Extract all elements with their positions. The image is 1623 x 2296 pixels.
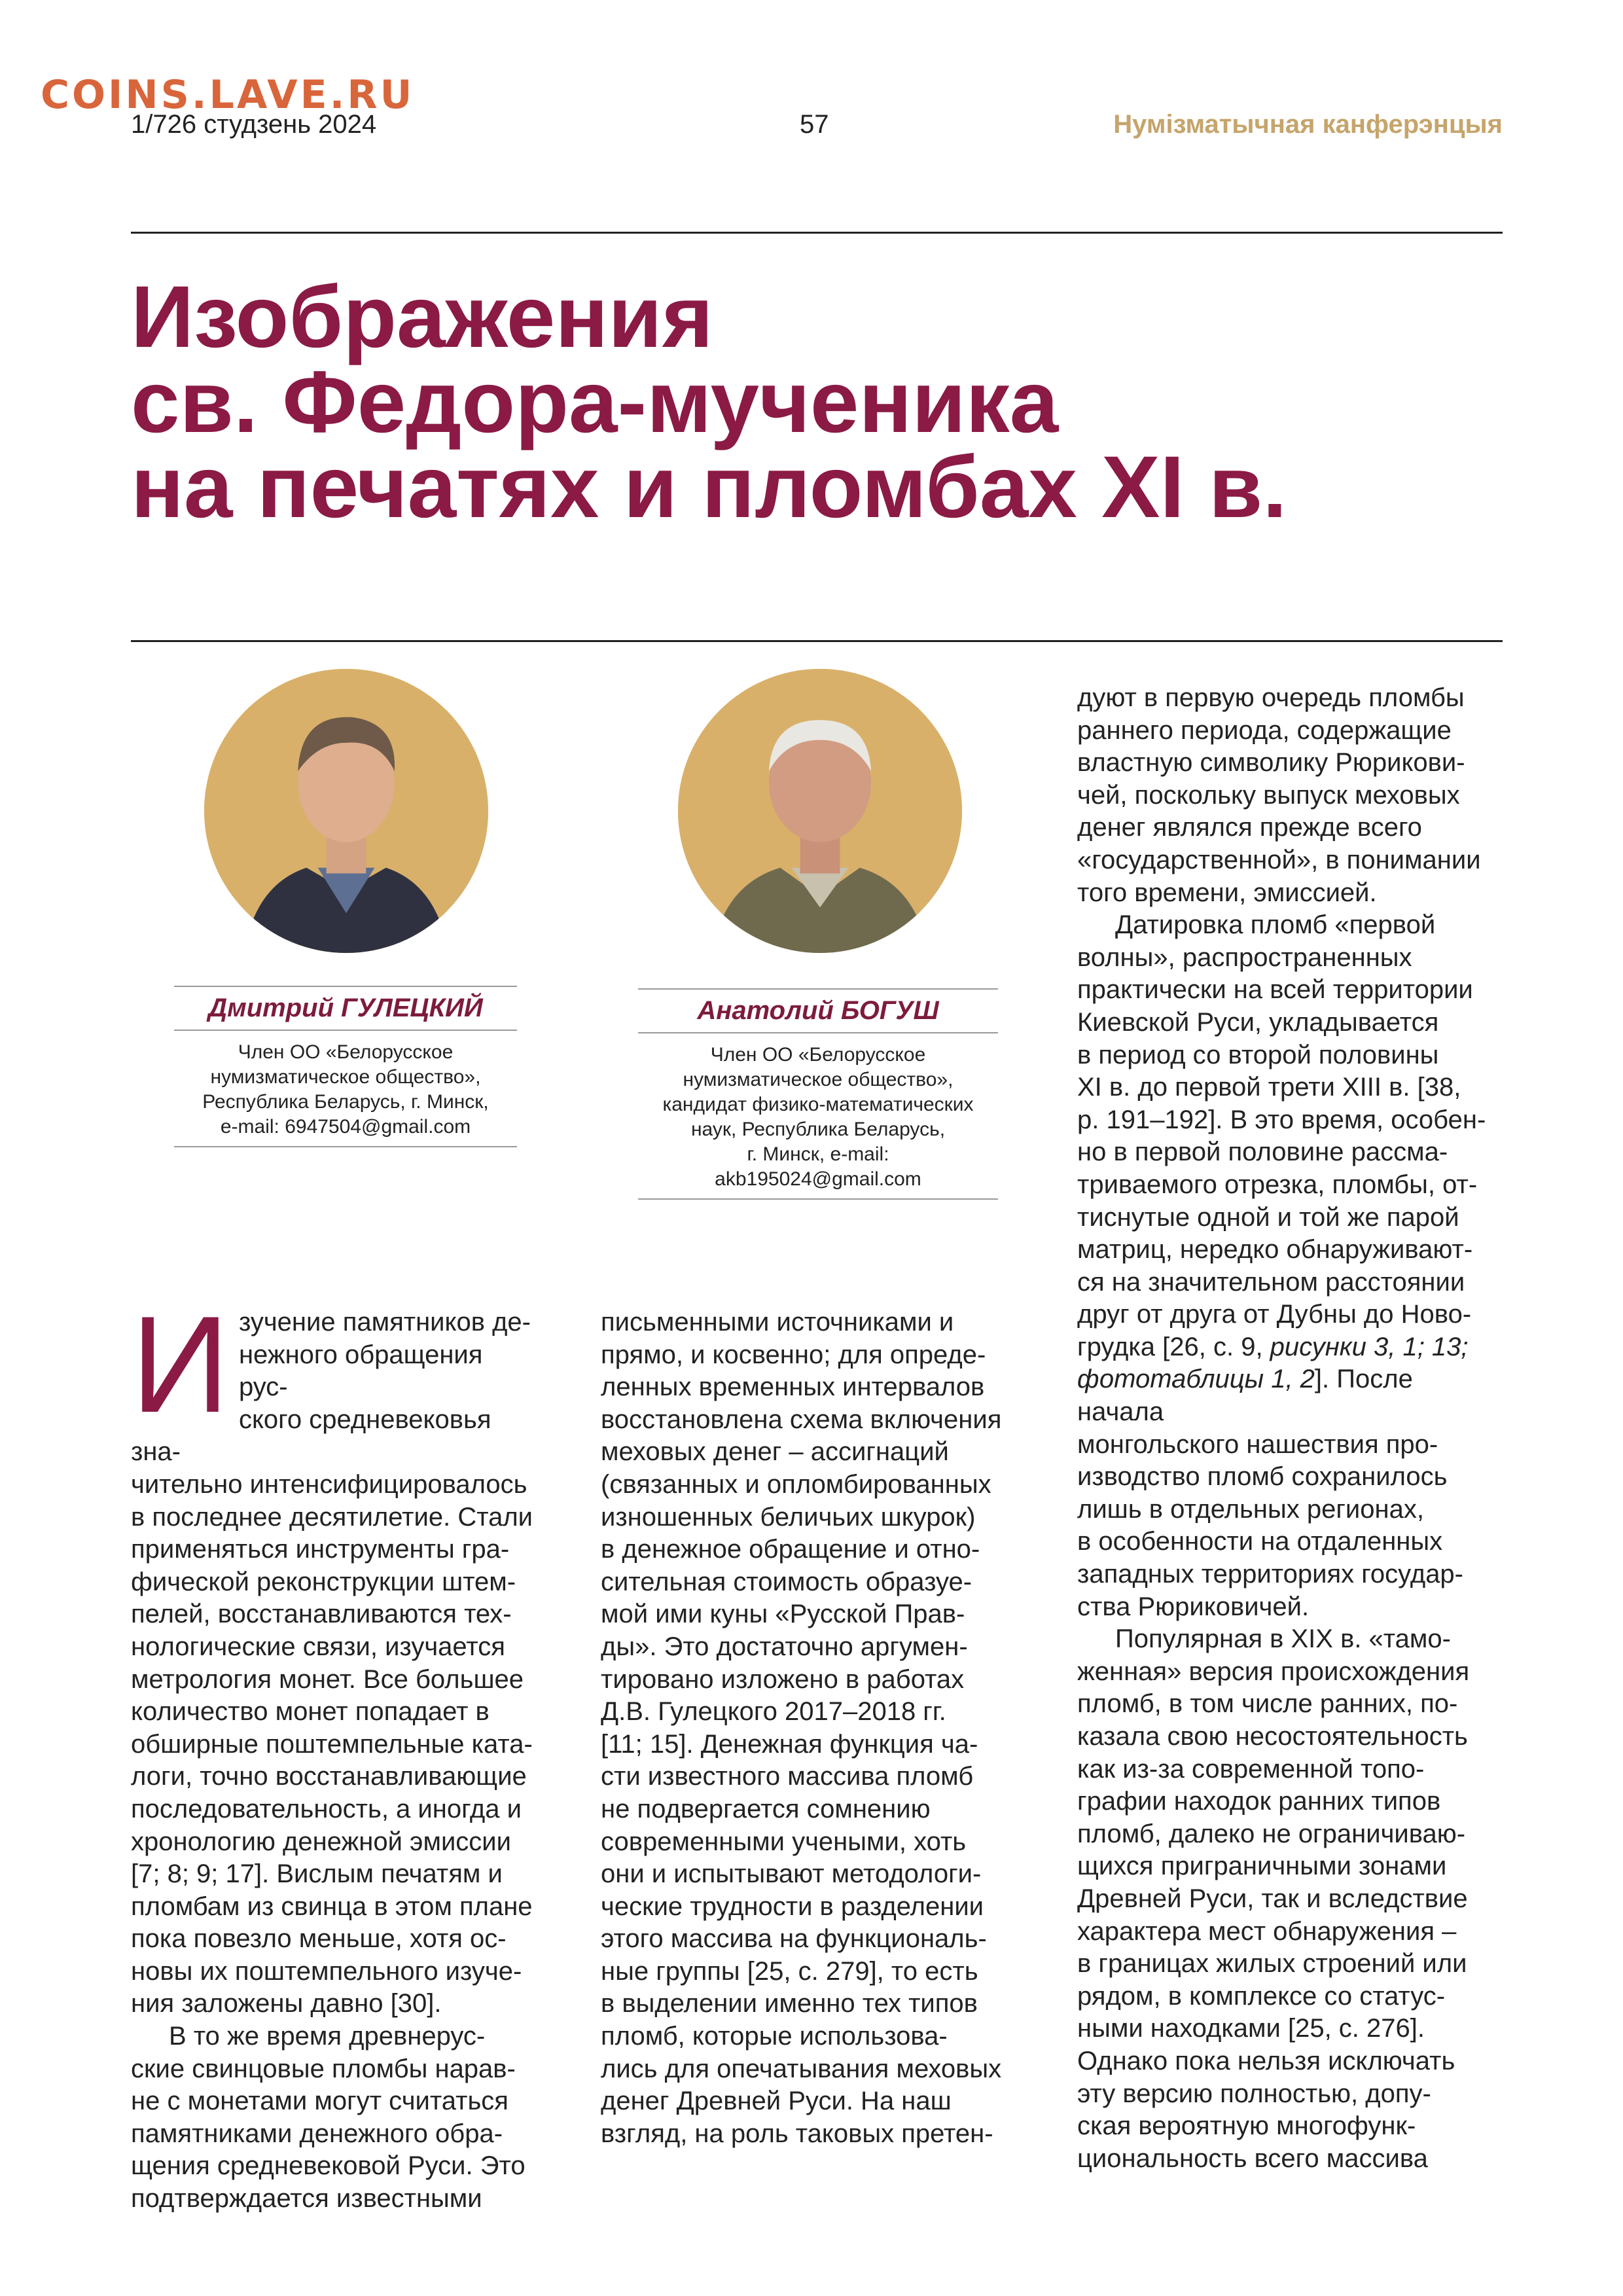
text-line: друг от друга от Дубны до Ново- [1077,1300,1472,1329]
text-line: но в первой половине рассма- [1077,1138,1448,1167]
text-line: они и испытывают методологи- [601,1859,982,1889]
text-line: сти известного массива пломб [601,1762,974,1791]
text-line: в денежное обращение и отно- [601,1535,980,1564]
text-line: в особенности на отдаленных [1077,1527,1443,1556]
text-line: В то же время древнерус- [169,2022,486,2051]
text-line: нологические связи, изучается [131,1632,505,1661]
text-line: рядом, в комплексе со статус- [1077,1981,1446,2011]
title-divider [131,640,1503,642]
text-line: ния заложены давно [30]. [131,1989,442,2018]
text-line: властную символику Рюрикови- [1077,748,1465,778]
text-line: новы их поштемпельного изуче- [131,1956,522,1986]
text-line: количество монет попадает в [131,1697,490,1727]
text-line: взгляд, на роль таковых претен- [601,2119,993,2148]
text-line: пломбам из свинца в этом плане [131,1892,533,1921]
header-divider [131,232,1503,234]
paragraph [1077,1623,1503,2175]
section-title: Нумізматычная канферэнцыя [1113,110,1503,139]
text-line: [7; 8; 9; 17]. Вислым печатям и [131,1859,503,1889]
text-line: не с монетами могут считаться [131,2087,508,2116]
text-line: пломб, в том числе ранних, по- [1077,1689,1458,1719]
author-name: Анатолий БОГУШ [638,988,998,1033]
text-line: [11; 15]. Денежная функция ча- [601,1729,978,1759]
text-line: нежного обращения рус- [238,1340,483,1402]
text-column-1 [131,1287,537,2215]
text-line: того времени, эмиссией. [1077,878,1377,907]
author-card [638,988,998,1200]
text-line: в период со второй половины [1077,1040,1439,1069]
text-line: пелей, восстанавливаются тех- [131,1600,512,1629]
text-line: пока повезло меньше, хотя ос- [131,1924,507,1954]
text-line: ные группы [25, с. 279], то есть [601,1956,978,1986]
text-line: обширные поштемпельные ката- [131,1729,533,1759]
author-photo [678,669,962,953]
text-line: «государственной», в понимании [1077,845,1481,874]
text-line: применяться инструменты гра- [131,1535,510,1564]
text-run: грудка [26, с. 9, [1077,1332,1270,1361]
text-line: в последнее десятилетие. Стали [131,1502,533,1532]
text-line [1077,1365,1413,1426]
text-line: пломб, которые использова- [601,2022,948,2051]
text-line: ства Рюриковичей. [1077,1592,1310,1621]
text-line: денег Древней Руси. На наш [601,2087,952,2116]
paragraph [131,2020,537,2215]
text-line: щения средневековой Руси. Это [131,2151,526,2181]
text-line: чей, поскольку выпуск меховых [1077,780,1460,810]
text-line: Киевской Руси, укладывается [1077,1007,1439,1037]
text-line: метрология монет. Все большее [131,1664,524,1694]
text-line: изношенных беличьих шкурок) [601,1502,976,1532]
author-card [174,986,517,1147]
paragraph [1077,682,1503,909]
text-line: ская вероятную многофунк- [1077,2111,1416,2141]
affiliation-line: нумизматическое общество», [683,1069,954,1090]
author-email[interactable]: e-mail: 6947504@gmail.com [220,1116,471,1138]
text-line: графии находок ранних типов [1077,1787,1441,1816]
author-affiliation [174,1031,517,1147]
text-line: ными находками [25, с. 276]. [1077,2014,1425,2043]
text-line: в выделении именно тех типов [601,1989,978,2018]
text-line: последовательность, а иногда и [131,1794,522,1823]
text-line: ские свинцовые пломбы нарав- [131,2054,516,2083]
text-line: письменными источниками и [601,1308,954,1336]
affiliation-line: нумизматическое общество», [210,1066,481,1088]
text-line: характера мест обнаружения – [1077,1916,1457,1946]
text-line: (связанных и опломбированных [601,1469,991,1499]
text-line: лись для опечатывания меховых [601,2054,1002,2083]
text-line: ческие трудности в разделении [601,1892,984,1921]
text-line: фической реконструкции штем- [131,1567,516,1596]
issue-info: 1/726 студзень 2024 [131,110,377,139]
text-line: Древней Руси, так и вследствие [1077,1884,1468,1913]
text-line: восстановлена схема включения [601,1405,1002,1434]
text-line: монгольского нашествия про- [1077,1429,1438,1459]
text-line: ды». Это достаточно аргумен- [601,1632,968,1661]
text-line: Датировка пломб «первой [1115,910,1436,940]
text-line: прямо, и косвенно; для опреде- [601,1340,986,1369]
text-line: сительная стоимость образуе- [601,1567,972,1596]
text-line: подтверждается известными [131,2184,482,2214]
italic-reference: рисунки 3, 1; 13; [1270,1332,1469,1361]
text-line: XI в. до первой трети XIII в. [38, [1077,1073,1461,1102]
drop-cap: И [131,1287,230,1441]
text-line: матриц, нередко обнаруживают- [1077,1235,1473,1265]
text-run: ]. После начала [1077,1365,1413,1427]
text-line: чительно интенсифицировалось [131,1469,527,1499]
affiliation-line: г. Минск, e-mail: [747,1143,889,1165]
affiliation-line: Республика Беларусь, г. Минск, [202,1091,489,1113]
title-line: на печатях и пломбах XI в. [131,439,1287,536]
text-line: Популярная в XIX в. «тамо- [1115,1624,1451,1654]
author-portrait-icon [204,669,488,953]
author-portrait-icon [678,669,962,953]
text-line: пломб, далеко не ограничиваю- [1077,1819,1466,1848]
text-line: изводство пломб сохранилось [1077,1462,1448,1492]
text-line: памятниками денежного обра- [131,2119,503,2148]
text-line: как из-за современной топо- [1077,1754,1425,1784]
author-email[interactable]: akb195024@gmail.com [715,1168,921,1190]
paragraph [1077,909,1503,1623]
affiliation-line: Член ОО «Белорусское [238,1041,454,1063]
text-line: логи, точно восстанавливающие [131,1762,527,1791]
text-line: не подвергается сомнению [601,1794,931,1823]
text-line: в границах жилых строений или [1077,1949,1467,1979]
text-line: ского средневековья зна- [131,1405,491,1467]
article-title [131,268,1287,536]
title-line: Изображения [131,268,713,366]
text-line: дуют в первую очередь пломбы [1077,683,1465,712]
text-line: тировано изложено в работах [601,1664,965,1694]
text-line: р. 191–192]. В это время, особен- [1077,1105,1486,1134]
text-line: казала свою несостоятельность [1077,1722,1468,1751]
text-line: денег являлся прежде всего [1077,813,1422,842]
text-line: лишь в отдельных регионах, [1077,1494,1424,1524]
text-line: современными учеными, хоть [601,1827,967,1856]
text-line: зучение памятников де- [238,1308,531,1336]
affiliation-line: кандидат физико-математических [662,1094,974,1115]
text-line: этого массива на функциональ- [601,1924,987,1954]
text-line: меховых денег – ассигнаций [601,1437,949,1467]
text-line: волны», распространенных [1077,942,1412,972]
text-line: Д.В. Гулецкого 2017–2018 гг. [601,1697,946,1727]
text-line: щихся приграничными зонами [1077,1852,1447,1881]
text-line: триваемого отрезка, пломбы, от- [1077,1170,1478,1199]
text-line: ленных временных интервалов [601,1372,985,1402]
text-column-3 [1077,682,1503,2175]
title-line: св. Федора-мученика [131,353,1059,451]
italic-reference: фототаблицы 1, 2 [1077,1365,1315,1394]
text-line: раннего периода, содержащие [1077,715,1452,745]
text-line: циональность всего массива [1077,2144,1428,2173]
text-line: практически на всей территории [1077,975,1473,1005]
text-line: хронологию денежной эмиссии [131,1827,511,1856]
text-line [1077,1333,1469,1361]
paragraph [601,1306,1007,2150]
affiliation-line: Член ОО «Белорусское [710,1044,926,1066]
author-name: Дмитрий ГУЛЕЦКИЙ [174,986,517,1031]
text-line: мой ими куны «Русской Прав- [601,1600,965,1629]
author-photo [204,669,488,953]
text-line: женная» версия происхождения [1077,1657,1470,1686]
page-number: 57 [800,110,829,139]
text-line: тиснутые одной и той же парой [1077,1202,1459,1232]
text-line: Однако пока нельзя исключать [1077,2046,1455,2075]
text-line: ся на значительном расстоянии [1077,1267,1465,1297]
text-line: эту версию полностью, допу- [1077,2079,1431,2108]
author-affiliation [638,1033,998,1200]
text-line: западных территориях государ- [1077,1560,1463,1589]
affiliation-line: наук, Республика Беларусь, [690,1119,946,1140]
text-column-2 [601,1306,1007,2150]
watermark-logo: COINS.LAVE.RU [41,72,415,118]
